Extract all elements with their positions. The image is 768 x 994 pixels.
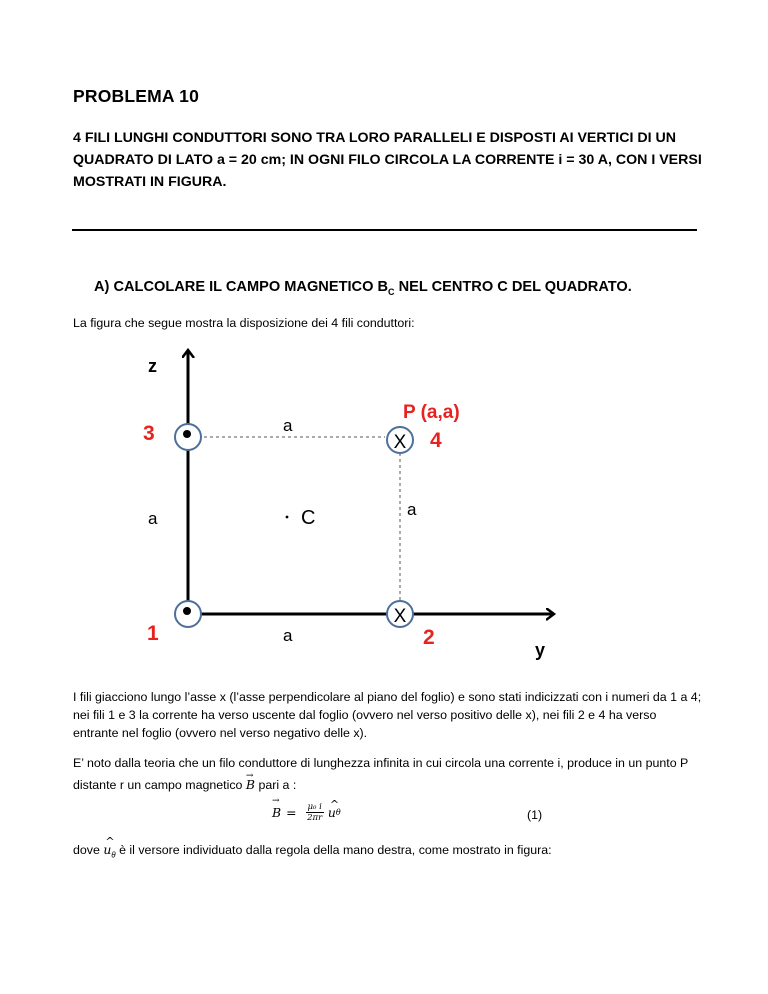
paragraph-unit-vector: [73, 842, 713, 859]
paragraph-theory: [73, 752, 703, 796]
formula-denominator: 2πr: [307, 813, 323, 823]
paragraph-unit-text-a: dove: [73, 843, 104, 857]
wire-label-3: 3: [143, 422, 155, 445]
wire-4-in: [387, 427, 413, 453]
b-vector-symbol: → B: [246, 774, 255, 796]
wire-3-out: [175, 424, 201, 450]
center-label: C: [301, 507, 316, 529]
wire-label-4: 4: [430, 429, 442, 452]
section-a-suffix: NEL CENTRO C DEL QUADRATO.: [394, 279, 632, 295]
point-p-label: P (a,a): [403, 402, 460, 423]
paragraph-theory-text-b: pari a :: [255, 778, 297, 792]
paragraph-theory-text-a: E’ noto dalla teoria che un filo conduttore di lunghezza infinita in cui circola una corrente i, produce in un punto P distante r un campo magnetico: [73, 756, 689, 792]
formula-lhs: → B: [272, 805, 281, 820]
problem-statement: 4 FILI LUNGHI CONDUTTORI SONO TRA LORO PARALLELI E DISPOSTI AI VERTICI DI UN QUADRATO DI LATO a = 20 cm; IN OGNI FILO CIRCOLA LA CORRENTE i = 30 A, CON I VERSI MOSTRATI IN FIGURA.: [73, 130, 702, 190]
section-a-heading: [94, 279, 632, 297]
side-label-right: a: [407, 500, 417, 519]
u-theta-subscript: θ: [111, 850, 116, 860]
page-title: PROBLEMA 10: [73, 86, 200, 106]
formula-numerator: μ₀ i: [307, 802, 322, 812]
figure-caption: La figura che segue mostra la disposizione dei 4 fili conduttori:: [73, 316, 415, 330]
cross-symbol-2: X: [393, 606, 407, 627]
formula-unit-subscript: θ: [335, 808, 341, 817]
center-point: [286, 516, 289, 519]
wire-1-out: [175, 601, 201, 627]
section-a-subscript: C: [388, 286, 395, 297]
section-a-prefix: A) CALCOLARE IL CAMPO MAGNETICO B: [94, 279, 389, 295]
cross-symbol-4: X: [393, 432, 407, 453]
u-theta-symbol: ^ u: [103, 842, 111, 857]
paragraph-wires-description: I fili giacciono lungo l’asse x (l’asse perpendicolare al piano del foglio) e sono stati indicizzati con i numeri da 1 a 4; nei fili 1 e 3 la corrente ha verso uscente dal foglio (ovvero nel verso positivo delle x), nei fili 2 e 4 ha verso entrante nel foglio (ovvero nel verso negativo delle x).: [73, 690, 702, 740]
horizontal-divider: [72, 229, 697, 231]
side-label-bottom: a: [283, 626, 293, 645]
wire-2-in: [387, 601, 413, 627]
formula-equals: =: [286, 805, 297, 820]
axis-z-label: z: [148, 356, 157, 376]
side-label-left: a: [148, 509, 158, 528]
side-label-top: a: [283, 416, 293, 435]
wire-label-2: 2: [423, 626, 435, 649]
wire-label-1: 1: [147, 622, 159, 645]
equation-number: (1): [527, 808, 543, 822]
formula-fraction: [306, 802, 324, 823]
axis-y-label: y: [535, 640, 546, 660]
wires-figure: [0, 330, 768, 670]
formula-unit-vector: ^ u: [328, 805, 336, 820]
formula-1: [272, 802, 341, 823]
paragraph-unit-text-b: è il versore individuato dalla regola della mano destra, come mostrato in figura:: [115, 843, 552, 857]
